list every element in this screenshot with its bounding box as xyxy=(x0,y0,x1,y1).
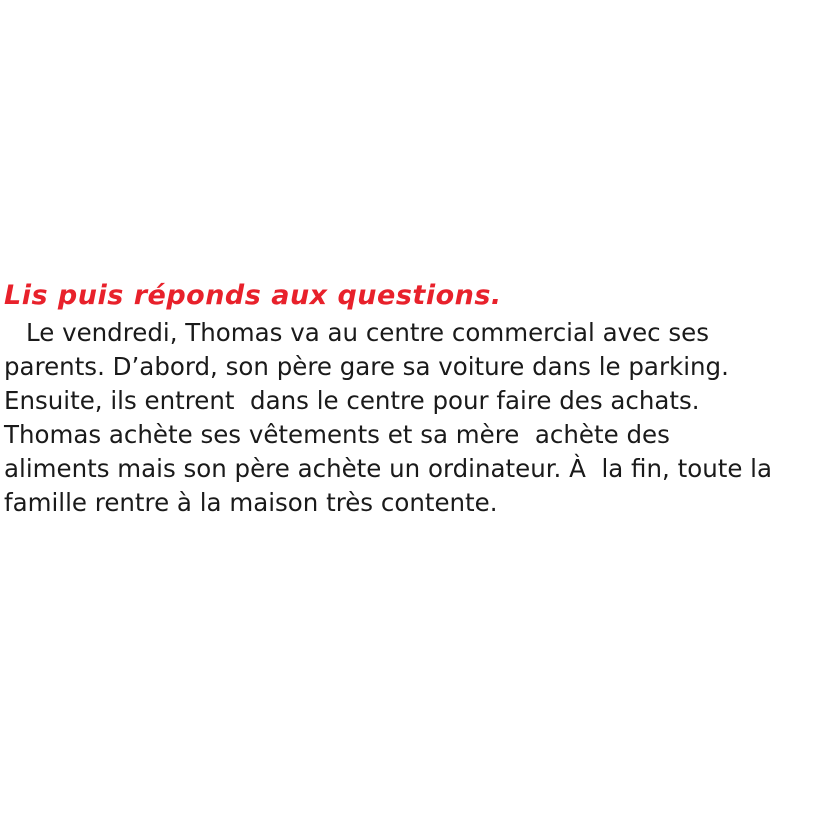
passage-line: famille rentre à la maison très contente. xyxy=(4,488,498,517)
reading-passage xyxy=(4,316,830,520)
passage-line: Thomas achète ses vêtements et sa mère achète des xyxy=(4,420,670,449)
passage-line: parents. D’abord, son père gare sa voiture dans le parking. xyxy=(4,352,729,381)
passage-line: Le vendredi, Thomas va au centre commercial avec ses xyxy=(26,318,710,347)
exercise-instruction: Lis puis réponds aux questions. xyxy=(4,280,502,311)
passage-line: aliments mais son père achète un ordinateur. À la fin, toute la xyxy=(4,454,773,483)
passage-line: Ensuite, ils entrent dans le centre pour faire des achats. xyxy=(4,386,700,415)
